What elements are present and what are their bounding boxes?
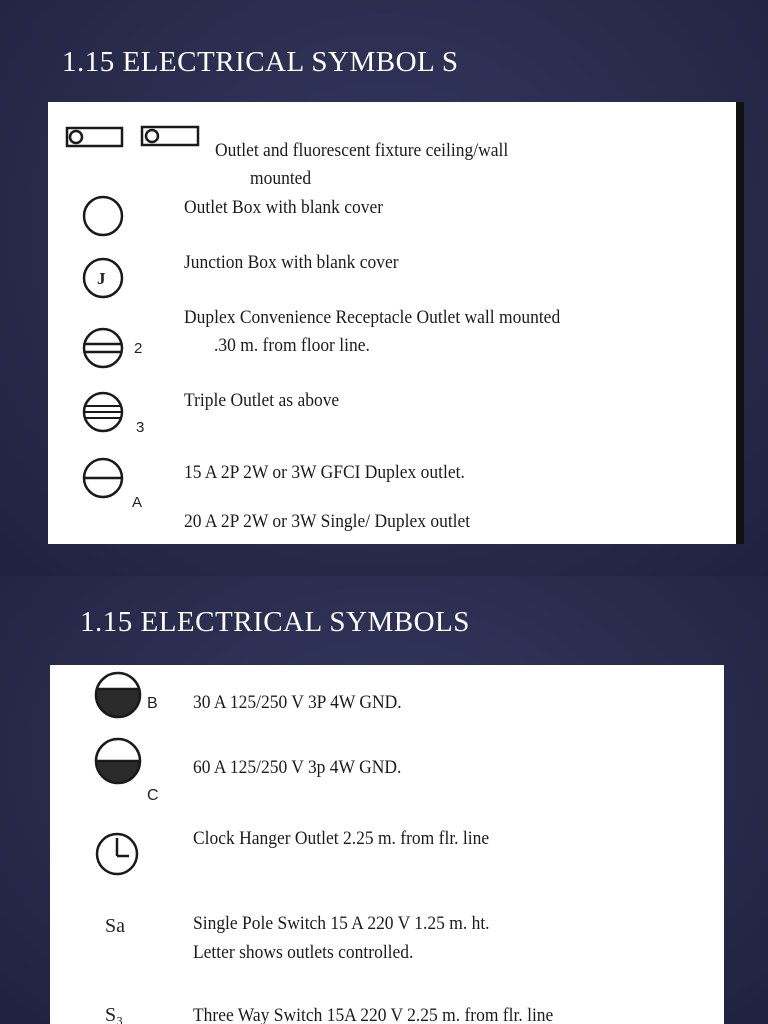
- row-duplex-text: Duplex Convenience Receptacle Outlet wall mounted: [184, 307, 561, 328]
- duplex-receptacle-icon: [81, 324, 129, 372]
- row-clock-text: Clock Hanger Outlet 2.25 m. from flr. line: [193, 828, 490, 849]
- symbol-table-1: [48, 102, 744, 544]
- duplex-label: 2: [134, 340, 143, 357]
- gfci-label: A: [132, 494, 143, 511]
- receptacle-30a-icon: [92, 669, 144, 721]
- label-s3: S₃: [105, 1004, 124, 1024]
- row-duplex-text-2: .30 m. from floor line.: [214, 335, 370, 356]
- row-gfci-text: 15 A 2P 2W or 3W GFCI Duplex outlet.: [184, 462, 465, 483]
- row-junction-box-text: Junction Box with blank cover: [184, 252, 399, 273]
- row-30a-text: 30 A 125/250 V 3P 4W GND.: [193, 692, 402, 713]
- row-triple-text: Triple Outlet as above: [184, 390, 340, 411]
- row-three-way-text: Three Way Switch 15A 220 V 2.25 m. from flr. line: [193, 1005, 554, 1024]
- fluorescent-fixture-icon: [64, 124, 204, 152]
- label-sa: Sa: [105, 915, 125, 937]
- row-60a-text: 60 A 125/250 V 3p 4W GND.: [193, 757, 402, 778]
- row-single-pole-text: Single Pole Switch 15 A 220 V 1.25 m. ht.: [193, 913, 490, 934]
- gfci-outlet-icon: [81, 454, 129, 502]
- receptacle-60a-icon: [92, 735, 144, 787]
- row-single-duplex-text: 20 A 2P 2W or 3W Single/ Duplex outlet: [184, 511, 471, 532]
- row-fluorescent-text: Outlet and fluorescent fixture ceiling/wall: [215, 140, 509, 161]
- triple-outlet-icon: [81, 388, 129, 436]
- symbol-table-2: [50, 665, 724, 1024]
- slide-1-title: 1.15 ELECTRICAL SYMBOL S: [62, 46, 459, 78]
- clock-outlet-icon: [93, 828, 143, 880]
- row-outlet-box-text: Outlet Box with blank cover: [184, 197, 384, 218]
- triple-label: 3: [136, 419, 145, 436]
- junction-box-letter: J: [97, 269, 106, 288]
- label-c: C: [147, 787, 159, 804]
- slide-2-title: 1.15 ELECTRICAL SYMBOLS: [80, 606, 470, 638]
- slide-2: [0, 576, 768, 1024]
- label-b: B: [147, 695, 158, 712]
- outlet-box-icon: [81, 192, 129, 240]
- row-fluorescent-text-2: mounted: [250, 168, 312, 189]
- row-single-pole-text-2: Letter shows outlets controlled.: [193, 942, 414, 963]
